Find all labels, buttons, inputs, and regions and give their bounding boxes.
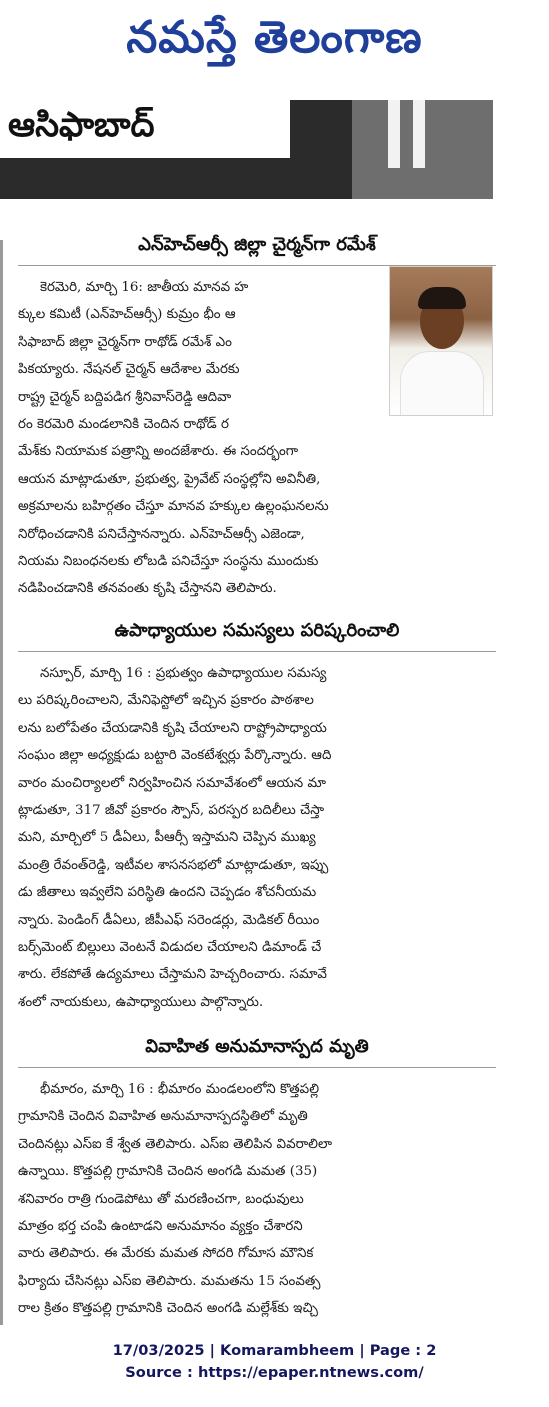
- body-line: న్నారు. పెండింగ్ డీఏలు, జీపీఎఫ్ సరెండర్లు, మెడికల్ రీయిం: [18, 912, 320, 928]
- body-line: శారు. లేకపోతే ఉద్యమాలు చేస్తామని హెచ్చరించారు. సమావే: [18, 967, 327, 983]
- body-line: వారం మంచిర్యాలలో నిర్వహించిన సమావేశంలో ఆయన మా: [18, 775, 326, 791]
- person-photo: [389, 266, 493, 416]
- article-suspicious-death: [18, 1036, 496, 1331]
- body-line: పికయ్యారు. నేషనల్ చైర్మన్ ఆదేశాల మేరకు: [18, 362, 240, 378]
- body-line: రాల క్రితం కొత్తపల్లి గ్రామానికి చెందిన అంగడి మల్లేశ్‌కు ఇచ్చి: [18, 1301, 318, 1317]
- banner-bar-2: [413, 100, 425, 168]
- body-line: నిరోధించడానికి పనిచేస్తానన్నారు. ఎన్‌హెచ్‌ఆర్సీ ఎజెండా,: [18, 526, 305, 542]
- body-line: చెందినట్లు ఎస్ఐ కే శ్వేత తెలిపారు. ఎస్ఐ తెలిపిన వివరాలిలా: [18, 1136, 332, 1152]
- body-line: నడిపించడానికి తనవంతు కృషి చేస్తానని తెలిపారు.: [18, 581, 277, 597]
- body-line: సంఘం జిల్లా అధ్యక్షుడు బట్టారి వెంకటేశ్వర్లు పేర్కొన్నారు. ఆది: [18, 748, 332, 764]
- article-body: [18, 660, 496, 1016]
- body-line: రాష్ట్ర చైర్మన్ బద్దిపడిగ శ్రీనివాస్‌రెడ్డి ఆదివా: [18, 389, 232, 405]
- body-line: ఉన్నాయి. కొత్తపల్లి గ్రామానికి చెందిన అంగడి మమత (35): [18, 1164, 318, 1180]
- column-divider: [0, 240, 3, 1325]
- footer-source: Source : https://epaper.ntnews.com/: [125, 1364, 424, 1381]
- article-teachers-issues: [18, 620, 496, 1016]
- banner-bar-1: [388, 100, 400, 168]
- body-line: సిఫాబాద్ జిల్లా చైర్మన్‌గా రాథోడ్ రమేశ్ ఎం: [18, 334, 232, 350]
- body-line: లు పరిష్కరించాలని, మేనిఫెస్టోలో ఇచ్చిన ప్రకారం పాఠశాల: [18, 693, 314, 709]
- body-line: మేశ్‌కు నియామక పత్రాన్ని అందజేశారు. ఈ సందర్భంగా: [18, 444, 299, 460]
- body-line: కెరమెరి, మార్చి 16: జాతీయ మానవ హ: [40, 280, 249, 295]
- body-line: బర్స్‌మెంట్ బిల్లులు వెంటనే విడుదల చేయాలని డిమాండ్ చే: [18, 939, 322, 955]
- body-line: ఫిర్యాదు చేసినట్లు ఎస్ఐ తెలిపారు. మమతను 15 సంవత్స: [18, 1273, 321, 1289]
- body-line: ఆయన మాట్లాడుతూ, ప్రభుత్వ, ప్రైవేట్ సంస్థల్లోని అవినీతి,: [18, 471, 321, 487]
- page-footer: [0, 1340, 549, 1384]
- article-headline: ఉపాధ్యాయుల సమస్యలు పరిష్కరించాలి: [114, 620, 400, 641]
- article-body: [18, 1076, 496, 1331]
- body-line: మని, మార్చిలో 5 డీఏలు, పీఆర్సీ ఇస్తామని చెప్పిన ముఖ్య: [18, 830, 316, 846]
- body-line: క్కుల కమిటీ (ఎన్‌హెచ్‌ఆర్సీ) కుమ్రం భీం ఆ: [18, 307, 236, 323]
- body-line: లను బలోపేతం చేయడానికి కృషి చేయాలని రాష్ట్రోపాధ్యాయ: [18, 720, 327, 736]
- headline-rule: [18, 651, 496, 652]
- body-line: మాత్రం భర్త చంపి ఉంటాడని అనుమానం వ్యక్తం చేశారని: [18, 1218, 303, 1234]
- body-line: శనివారం రాత్రి గుండెపోటు తో మరణించగా, బంధువులు: [18, 1191, 304, 1207]
- body-line: నస్పూర్, మార్చి 16 : ప్రభుత్వం ఉపాధ్యాయుల సమస్య: [40, 666, 327, 681]
- footer-date-edition: 17/03/2025 | Komarambheem | Page : 2: [112, 1342, 437, 1359]
- article-headline: ఎన్‌హెచ్‌ఆర్సీ జిల్లా చైర్మన్‌గా రమేశ్: [138, 234, 376, 255]
- body-line: శంలో నాయకులు, ఉపాధ్యాయులు పాల్గొన్నారు.: [18, 994, 264, 1010]
- newspaper-logo: నమస్తే తెలంగాణ: [126, 12, 423, 63]
- masthead: [0, 0, 549, 86]
- body-line: రం కెరమెరి మండలానికి చెందిన రాథోడ్ ర: [18, 416, 229, 432]
- body-line: భీమారం, మార్చి 16 : భీమారం మండలంలోని కొత్తపల్లి: [40, 1082, 320, 1097]
- body-line: డు జీతాలు ఇవ్వలేని పరిస్థితి ఉందని చెప్పడం శోచనీయమ: [18, 885, 317, 901]
- section-banner-label: [0, 100, 290, 158]
- headline-rule: [18, 1067, 496, 1068]
- body-line: నియమ నిబంధనలకు లోబడి పనిచేస్తూ సంస్థను ముందుకు: [18, 553, 319, 569]
- article-headline: వివాహిత అనుమానాస్పద మృతి: [145, 1036, 369, 1057]
- body-line: ట్లాడుతూ, 317 జీవో ప్రకారం స్పౌస్, పరస్పర బదిలీలు చేస్తా: [18, 802, 325, 818]
- section-title: ఆసిఫాబాద్: [8, 105, 155, 145]
- body-line: అక్రమాలను బహిర్గతం చేస్తూ మానవ హక్కుల ఉల్లంఘనలను: [18, 499, 329, 515]
- body-line: గ్రామానికి చెందిన వివాహిత అనుమానాస్పదస్థితిలో మృతి: [18, 1109, 308, 1125]
- body-line: మంత్రి రేవంత్‌రెడ్డి, ఇటీవల శాసనసభలో మాట్లాడుతూ, ఇప్పు: [18, 857, 329, 873]
- body-line: వారు తెలిపారు. ఈ మేరకు మమత సోదరి గోమాస మౌనిక: [18, 1246, 314, 1262]
- article-nhrc-chairman: [18, 234, 496, 603]
